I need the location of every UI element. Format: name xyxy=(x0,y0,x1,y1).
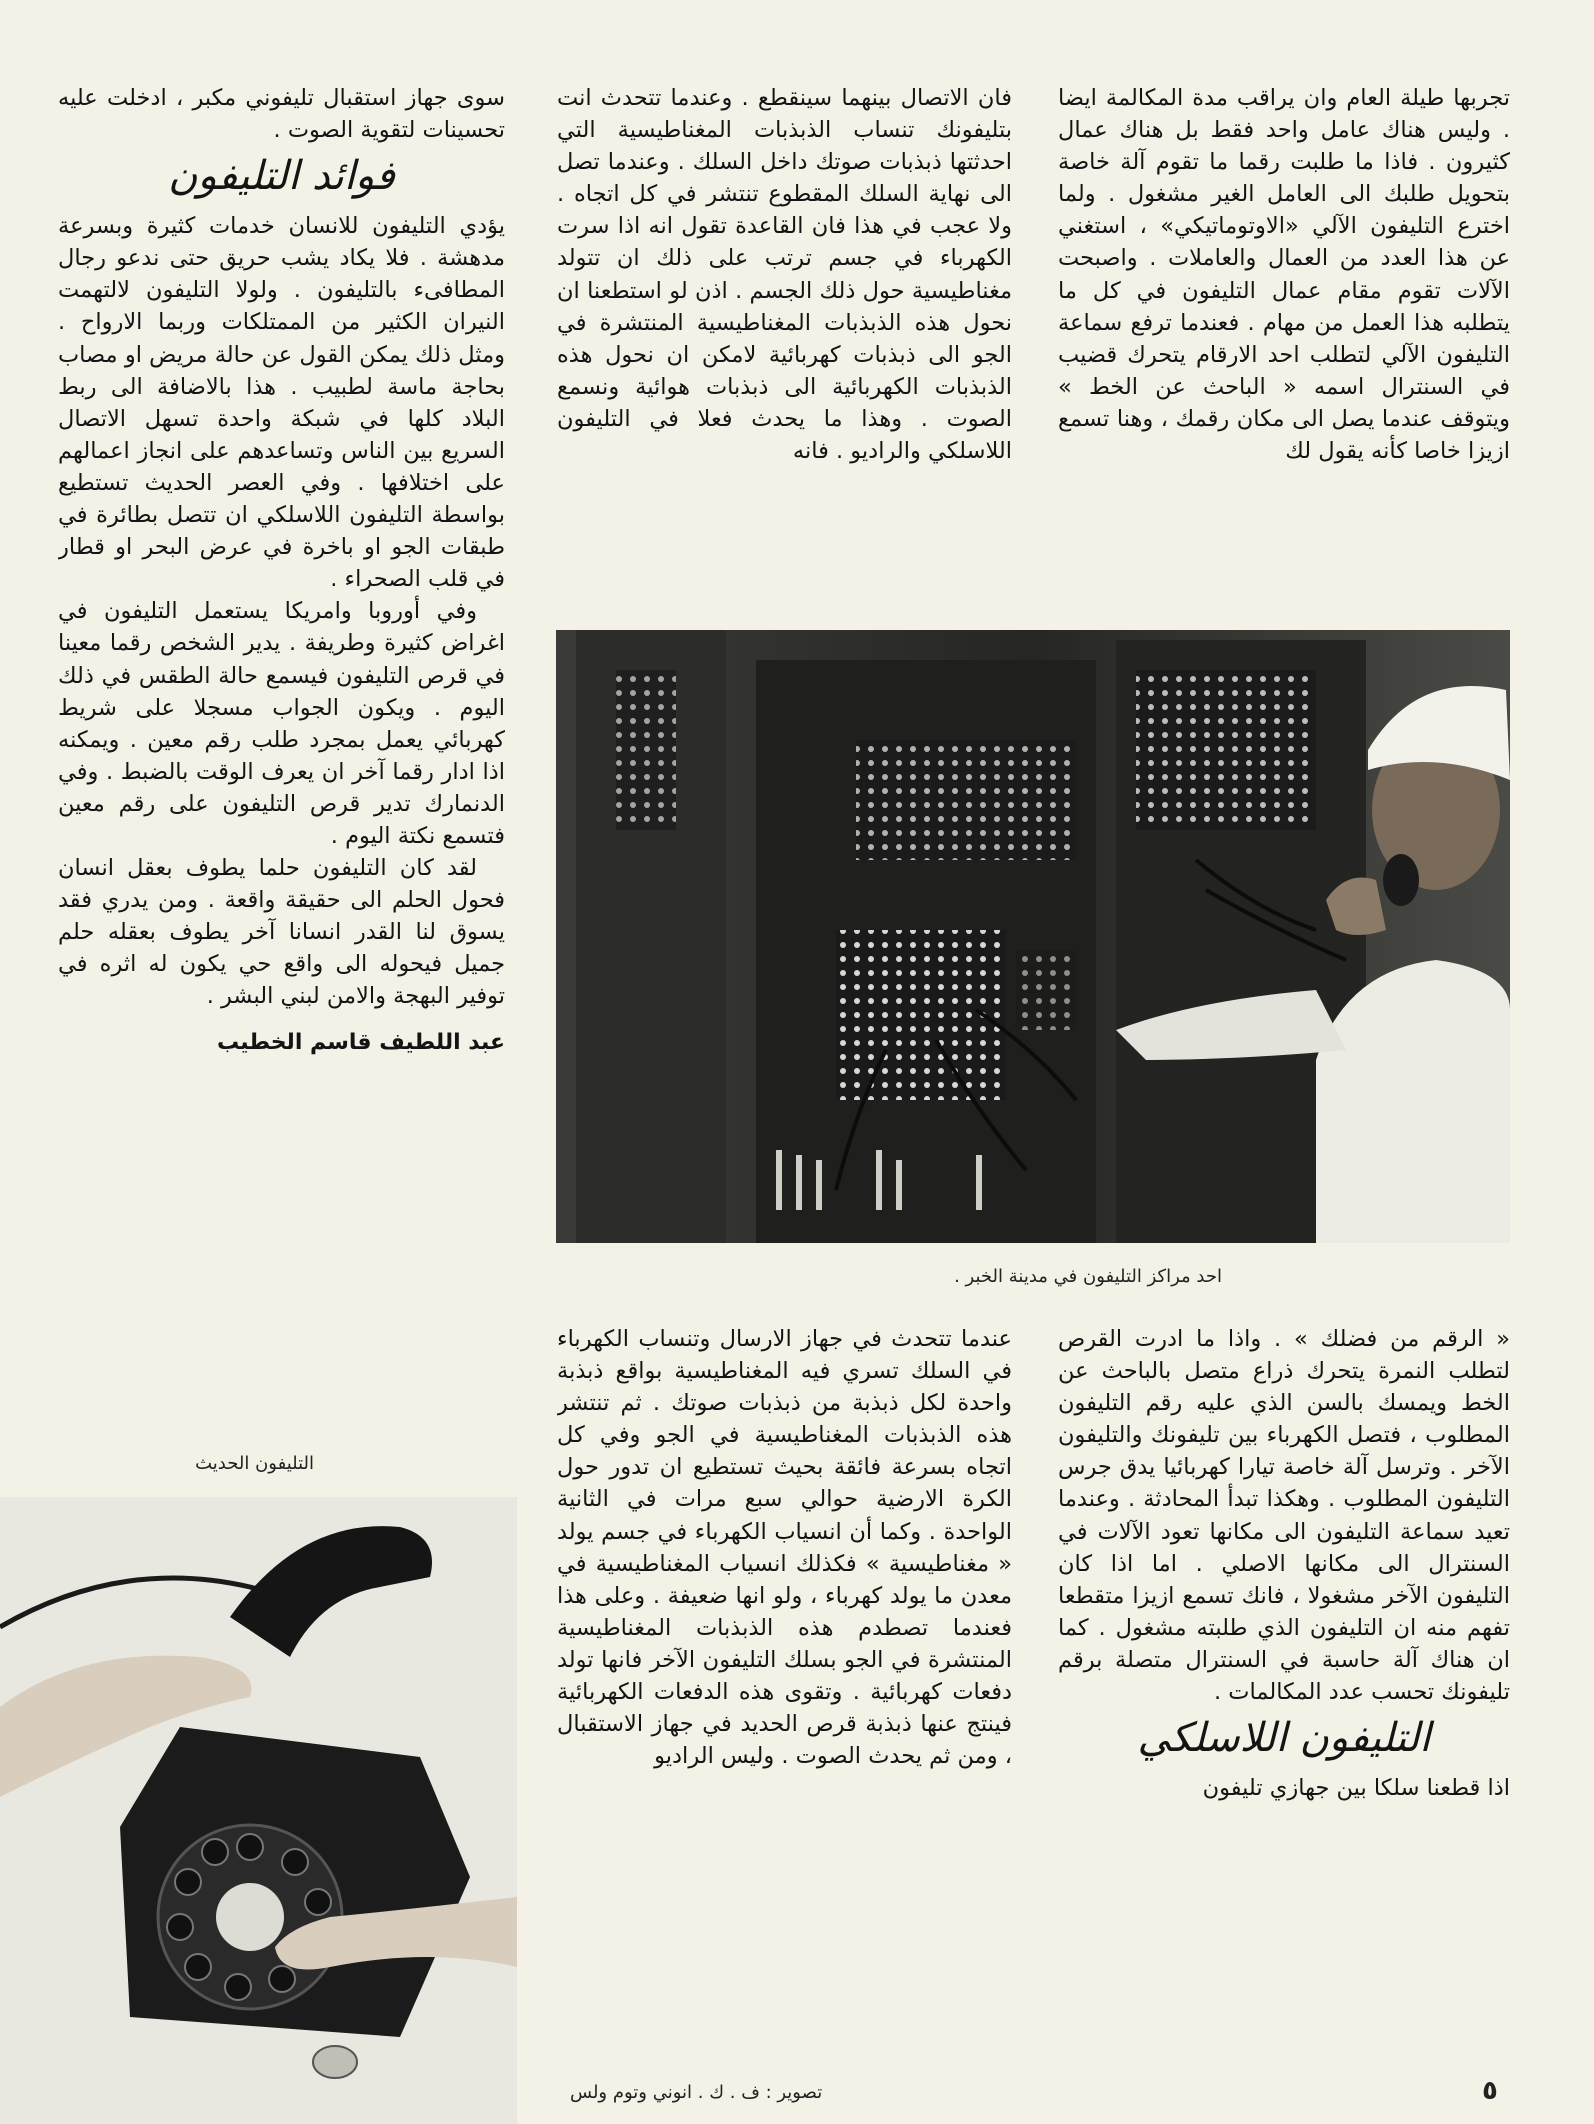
paragraph: وفي أوروبا وامريكا يستعمل التليفون في اغراض كثيرة وطريفة . يدير الشخص رقما معينا في قرص التليفون فيسمع حالة الطقس في ذلك اليوم . ويكون الجواب مسجلا على شريط كهربائي يعمل بمجرد طلب رقم معين . ويمكنه اذا ادار رقما آخر ان يعرف الوقت بالضبط . وفي الدنمارك تدير قرص التليفون على رقم معين فتسمع نكتة اليوم . xyxy=(58,598,505,849)
paragraph: عندما تتحدث في جهاز الارسال وتنساب الكهرباء في السلك تسري فيه المغناطيسية بواقع ذبذبة واحدة لكل ذبذبة من ذبذبات صوتك . ثم تنتشر هذه الذبذبات المغناطيسية في الجو وفي كل اتجاه بسرعة فائقة بحيث تستطيع ان تدور حول الكرة الارضية حوالي سبع مرات في الثانية الواحدة . وكما أن انسياب الكهرباء في جسم يولد « مغناطيسية » فكذلك انسياب المغناطيسية في معدن ما يولد كهرباء ، ولو انها ضعيفة . وعلى هذا فعندما تصطدم هذه الذبذبات المغناطيسية المنتشرة في الجو بسلك التليفون الآخر فانها تولد دفعات كهربائية . وتقوى هذه الدفعات الكهربائية فينتج عنها ذبذبة قرص الحديد في جهاز الاستقبال ، ومن ثم يحدث الصوت . وليس الراديو xyxy=(557,1326,1012,1770)
column-bottom-middle xyxy=(557,1323,1012,1983)
column-top-middle xyxy=(557,82,1012,597)
switchboard-caption: احد مراكز التليفون في مدينة الخبر . xyxy=(954,1266,1222,1287)
paragraph: تجربها طيلة العام وان يراقب مدة المكالمة ايضا . وليس هناك عامل واحد فقط بل هناك عمال كثيرون . فاذا ما طلبت رقما ما تقوم آلة خاصة بتحويل طلبك الى العامل الغير مشغول . ولما اخترع التليفون الآلي «الاوتوماتيكي» ، استغني عن هذا العدد من العمال والعاملات . واصبحت الآلات تقوم مقام عمال التليفون في كل ما يتطلبه هذا العمل من مهام . فعندما ترفع سماعة التليفون الآلي لتطلب احد الارقام يتحرك قضيب في السنترال اسمه « الباحث عن الخط » ويتوقف عندما يصل الى مكان رقمك ، وهنا تسمع ازيزا خاصا كأنه يقول لك xyxy=(1058,85,1510,465)
paragraph: يؤدي التليفون للانسان خدمات كثيرة وبسرعة مدهشة . فلا يكاد يشب حريق حتى ندعو رجال المطافىء بالتليفون . ولولا التليفون لالتهمت النيران الكثير من الممتلكات وربما الارواح . ومثل ذلك يمكن القول عن حالة مريض او مصاب بحاجة ماسة لطبيب . هذا بالاضافة الى ربط البلاد كلها في شبكة واحدة تسهل الاتصال السريع بين الناس وتساعدهم على انجاز اعمالهم على اختلافها . وفي العصر الحديث تستطيع بواسطة التليفون اللاسلكي ان تتصل بطائرة في طبقات الجو او باخرة في عرض البحر او قطار في قلب الصحراء . xyxy=(58,213,505,593)
section-heading-benefits: فوائد التليفون xyxy=(168,153,395,200)
author-name: عبد اللطيف قاسم الخطيب xyxy=(217,1029,505,1055)
column-intro: سوى جهاز استقبال تليفوني مكبر ، ادخلت عليه تحسينات لتقوية الصوت . xyxy=(58,85,505,144)
switchboard-illustration xyxy=(556,630,1510,1243)
photo-credit: تصوير : ف . ك . انوني وتوم ولس xyxy=(570,2082,823,2103)
page-number: ٥ xyxy=(1482,2076,1498,2106)
paragraph: اذا قطعنا سلكا بين جهازي تليفون xyxy=(1202,1775,1510,1802)
section-heading-wireless: التليفون اللاسلكي xyxy=(1137,1715,1431,1762)
paragraph: فان الاتصال بينهما سينقطع . وعندما تتحدث انت بتليفونك تنساب الذبذبات المغناطيسية التي احدثتها ذبذبات صوتك داخل السلك . وعندما تصل الى نهاية السلك المقطوع تنتشر في كل اتجاه . ولا عجب في هذا فان القاعدة تقول انه اذا سرت الكهرباء في جسم ترتب على ذلك ان تتولد مغناطيسية حول ذلك الجسم . اذن لو استطعنا ان نحول هذه الذبذبات المغناطيسية المنتشرة في الجو الى ذبذبات كهربائية لامكن ان نحول هذه الذبذبات الكهربائية الى ذبذبات هوائية ونسمع الصوت . وهذا ما يحدث فعلا في التليفون اللاسلكي والراديو . فانه xyxy=(557,85,1012,465)
column-top-right xyxy=(1058,82,1510,597)
column-left xyxy=(58,82,505,1372)
modern-phone-caption: التليفون الحديث xyxy=(195,1453,314,1474)
switchboard-photo xyxy=(556,630,1510,1243)
modern-phone-photo xyxy=(0,1497,517,2124)
rotary-phone-illustration xyxy=(0,1497,517,2124)
paragraph: لقد كان التليفون حلما يطوف بعقل انسان فحول الحلم الى حقيقة واقعة . ومن يدري فقد يسوق لنا القدر انسانا آخر يطوف بعقله حلم جميل فيحوله الى واقع حي يكون له اثره في توفير البهجة والامن لبني البشر . xyxy=(58,855,505,1010)
paragraph: « الرقم من فضلك » . واذا ما ادرت القرص لتطلب النمرة يتحرك ذراع متصل بالباحث عن الخط ويمسك بالسن الذي عليه رقم التليفون المطلوب ، فتصل الكهرباء بين تليفونك والتليفون الآخر . وترسل آلة خاصة تيارا كهربائيا يدق جرس التليفون المطلوب . وهكذا تبدأ المحادثة . وعندما تعيد سماعة التليفون الى مكانها تعود الآلات في السنترال الى مكانها الاصلي . اما اذا كان التليفون الآخر مشغولا ، فانك تسمع ازيزا متقطعا تفهم منه ان التليفون الذي طلبته مشغول . كما ان هناك آلة حاسبة في السنترال متصلة برقم تليفونك تحسب عدد المكالمات . xyxy=(1058,1326,1510,1706)
column-bottom-right xyxy=(1058,1323,1510,1983)
